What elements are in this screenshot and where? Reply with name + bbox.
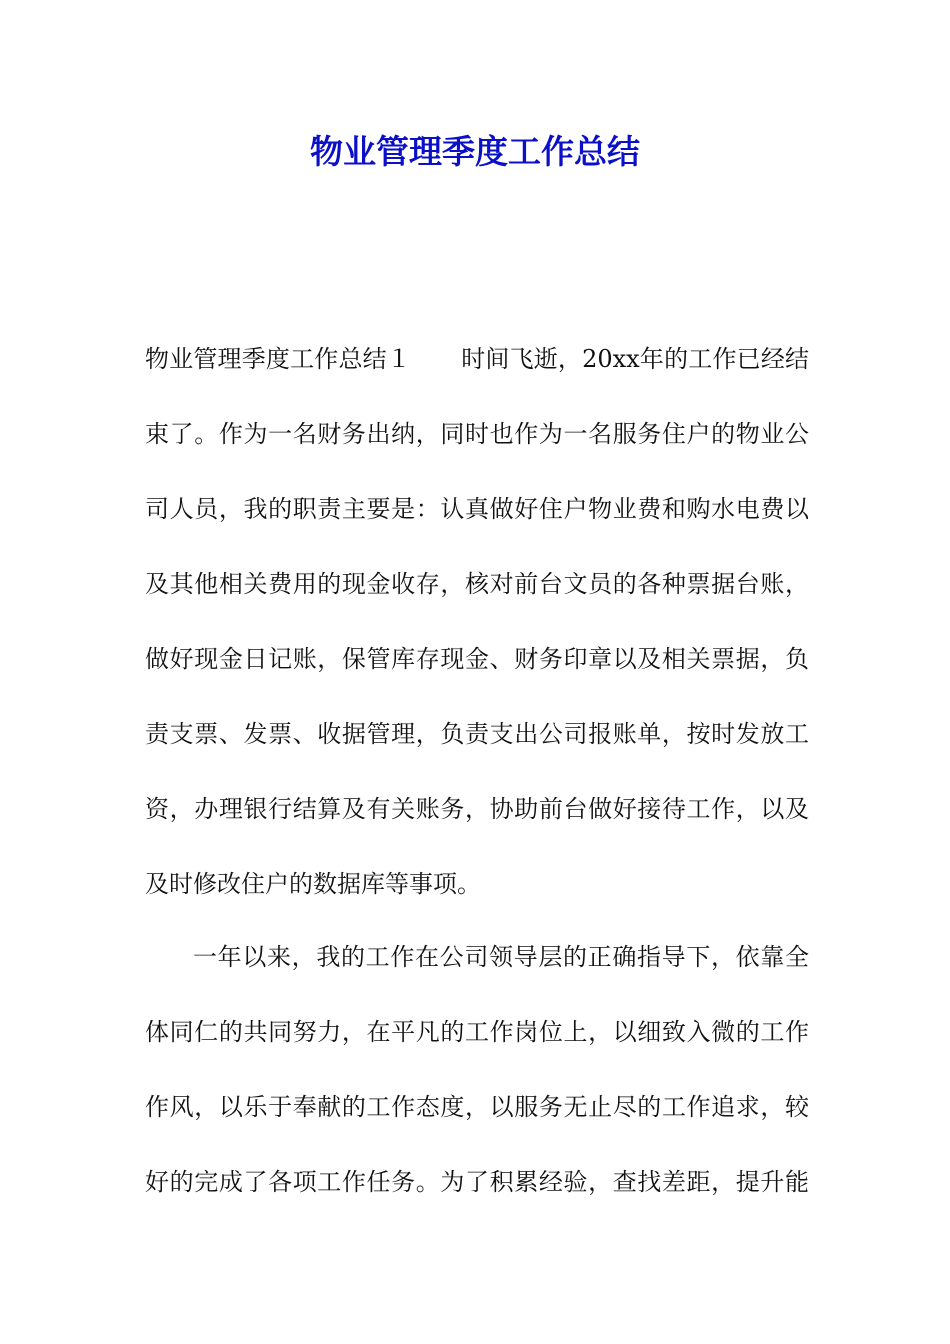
paragraph-2-line-1: 一年以来，我的工作在公司领导层的正确指导下，依靠全 — [193, 943, 809, 971]
paragraph-1-line-8: 及时修改住户的数据库等事项。 — [145, 870, 481, 898]
paragraph-1-line-2: 束了。作为一名财务出纳，同时也作为一名服务住户的物业公 — [145, 420, 809, 448]
paragraph-1-line-1-text: 时间飞逝，20xx年的工作已经结 — [461, 345, 810, 373]
paragraph-1-line-4: 及其他相关费用的现金收存，核对前台文员的各种票据台账， — [145, 570, 809, 598]
paragraph-1-lead: 物业管理季度工作总结１ — [145, 345, 412, 373]
paragraph-2-line-2: 体同仁的共同努力，在平凡的工作岗位上，以细致入微的工作 — [145, 1018, 809, 1046]
paragraph-1-line-7: 资，办理银行结算及有关账务，协助前台做好接待工作，以及 — [145, 795, 809, 823]
paragraph-1-line-1 — [145, 341, 809, 377]
paragraph-2-line-3: 作风，以乐于奉献的工作态度，以服务无止尽的工作追求，较 — [145, 1093, 809, 1121]
document-title: 物业管理季度工作总结 — [310, 132, 640, 171]
paragraph-2-line-4: 好的完成了各项工作任务。为了积累经验，查找差距，提升能 — [145, 1168, 809, 1196]
paragraph-1-line-3: 司人员，我的职责主要是：认真做好住户物业费和购水电费以 — [145, 495, 809, 523]
paragraph-1-line-5: 做好现金日记账，保管库存现金、财务印章以及相关票据，负 — [145, 645, 809, 673]
paragraph-1-line-6: 责支票、发票、收据管理，负责支出公司报账单，按时发放工 — [145, 720, 809, 748]
